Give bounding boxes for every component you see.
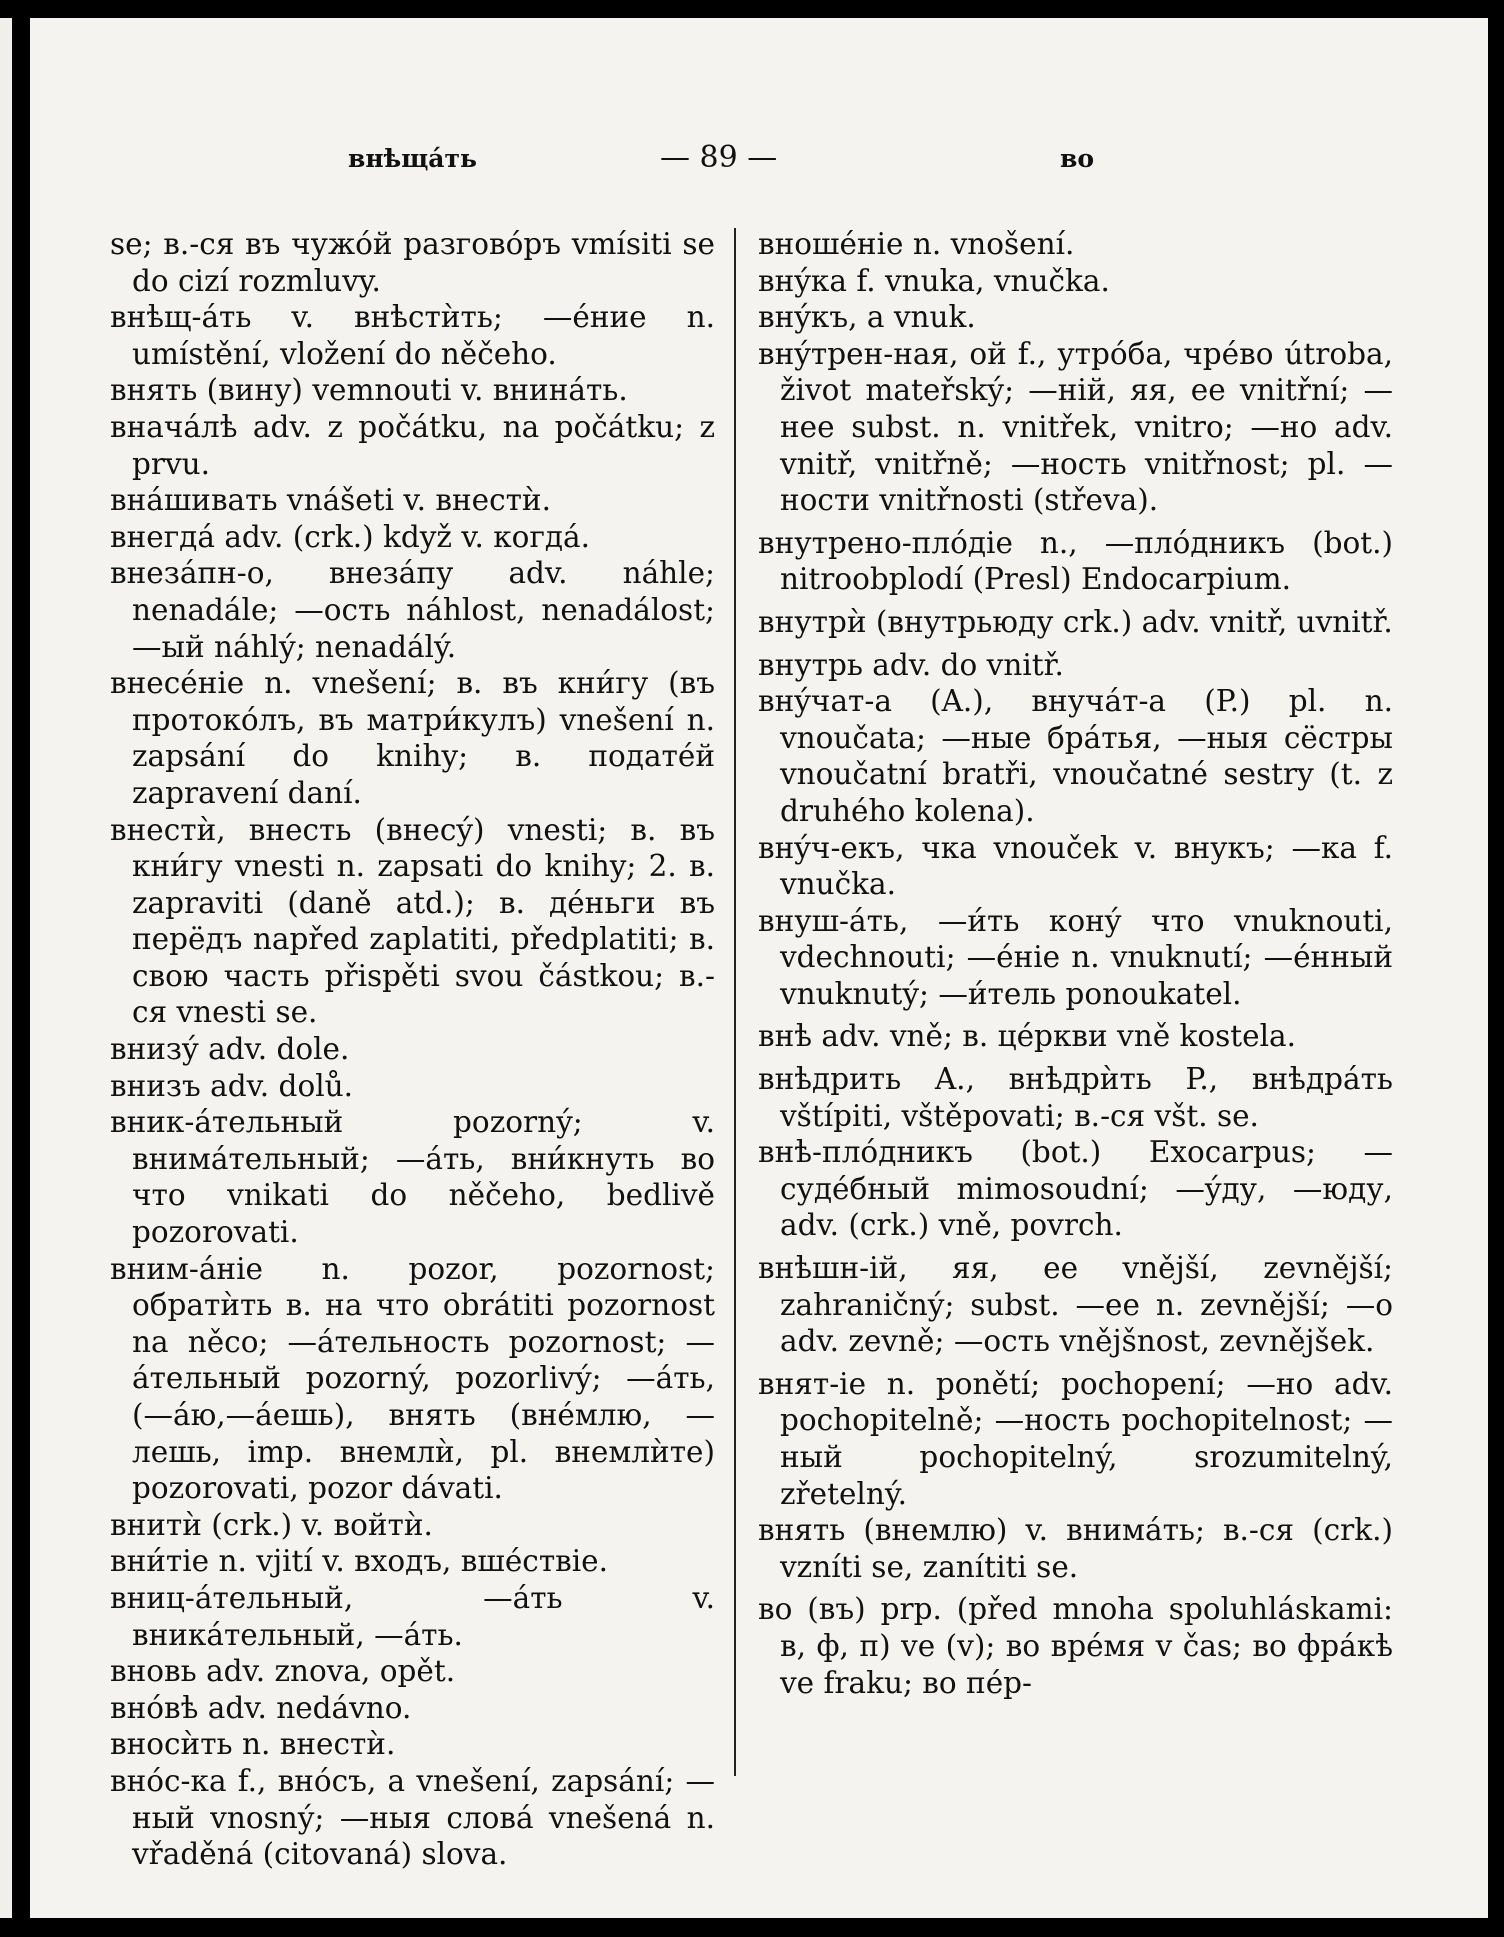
dictionary-entry: внизý adv. dole. [110,1032,350,1067]
header-left-guideword: внѣщáть [348,144,477,173]
dictionary-entry: внезáпн-о, внезáпу adv. náhle; nenadále; —ость náhlost, nenadálost; —ый náhlý; nenadálý. [110,556,715,664]
dictionary-entry: внесéніе n. vnešení; в. въ кни́гу (въ протокóлъ, въ матри́кулъ) vnešení n. zapsání do knihy; в. податéй zapravení daní. [110,666,715,810]
dictionary-entry: вносѝть n. внестѝ. [110,1727,396,1762]
dictionary-entry: внитѝ (crk.) v. войтѝ. [110,1507,433,1542]
dictionary-entry: вновь adv. znova, opět. [110,1654,456,1689]
dictionary-entry: внять (вину) vemnouti v. внинáть. [110,373,628,408]
dictionary-entry: внят-іе n. ponětí; pochopení; —но adv. pochopitelně; —ность pochopitelnost; —ный pochopitelný, srozumitelný, zřetelný. [758,1366,1393,1511]
dictionary-entry: внутрѝ (внутрьюду crk.) adv. vnitř, uvnitř. [758,604,1393,639]
header-right-guideword: во [1060,144,1095,173]
dictionary-entry: внуш-áть, —и́ть конý что vnuknouti, vdechnouti; —éніе n. vnuknutí; —éнный vnuknutý; —и́тель ponoukatel. [758,903,1393,1011]
dictionary-entry: внутрь adv. do vnitř. [758,647,1064,682]
dictionary-entry: вначáлѣ adv. z počátku, na počátku; z prvu. [110,409,715,481]
dictionary-entry: внутрено-плóдіе n., —плóдникъ (bot.) nitroobplodí (Presl) Endocarpium. [758,525,1393,597]
page-number: — 89 — [660,140,778,175]
dictionary-entry: внестѝ, внесть (внесý) vnesti; в. въ кни́гу vnesti n. zapsati do knihy; 2. в. zapraviti (daně atd.); в. дéньги въ перёдъ napřed zaplatiti, předplatiti; в. свою часть přispěti svou částkou; в.-ся vnesti se. [110,812,715,1030]
dictionary-entry: внáшивать vnášeti v. внестѝ. [110,483,551,518]
dictionary-entry: вни́тіе n. vjití v. входъ, вшéствіе. [110,1544,609,1579]
adjacent-page-edge [0,18,12,1918]
dictionary-entry: вниц-áтельный, —áть v. вникáтельный, —áть. [110,1580,715,1652]
dictionary-entry: вним-áніе n. pozor, pozornost; обратѝть в. на что obrátiti pozornost na něco; —áтельность pozornost; —áтельный pozorný, pozorlivý; —áть, (—áю,—áешь), внять (внéмлю, —лешь, imp. внемлѝ, pl. внемлѝте) pozorovati, pozor dávati. [110,1251,715,1506]
dictionary-entry: внýкъ, a vnuk. [758,300,976,335]
dictionary-entry: внóвѣ adv. nedávno. [110,1690,412,1725]
dictionary-page [30,18,1488,1918]
dictionary-entry: внизъ adv. dolů. [110,1068,354,1103]
dictionary-entry: внѣ adv. vně; в. цéркви vně kostela. [758,1019,1297,1054]
dictionary-entry: se; в.-ся въ чужóй разговóръ vmísiti se do cizí rozmluvy. [110,227,715,298]
dictionary-entry: внять (внемлю) v. внимáть; в.-ся (crk.) vzníti se, zanítiti se. [758,1513,1393,1584]
column-divider [734,228,736,1776]
dictionary-entry: вник-áтельный pozorný; v. внимáтельный; —áть, вни́кнуть во что vnikati do něčeho, bedlivě pozorovati. [110,1105,715,1250]
dictionary-entry: внýч-екъ, чка vnouček v. внукъ; —ка f. vnučka. [758,830,1393,902]
running-header [30,140,1488,184]
right-column [758,226,1393,1701]
dictionary-entry: внѣщ-áть v. внѣстѝть; —éние n. umístění, vložení do něčeho. [110,300,715,371]
left-column [110,226,715,1873]
dictionary-entry: внегдá adv. (crk.) když v. когдá. [110,519,591,554]
dictionary-entry: внѣ-плóдникъ (bot.) Exocarpus; —судéбный mimosoudní; —ýду, —юду, adv. (crk.) vně, povrch. [758,1135,1393,1243]
dictionary-entry: внóс-ка f., внóсъ, a vnešení, zapsání; —ный vnosný; —ныя словá vnešená n. vřaděná (citovaná) slova. [110,1763,715,1872]
dictionary-entry: во (въ) prp. (před mnoha spoluhláskami: в, ф, п) ve (v); во врéмя v čas; во фрáкѣ ve fraku; во пéр- [758,1592,1393,1700]
dictionary-entry: внѣдрить A., внѣдрѝть P., внѣдрáть vštípiti, vštěpovati; в.-ся všt. se. [758,1062,1393,1133]
dictionary-entry: внýчат-а (A.), внучáт-а (P.) pl. n. vnoučata; —ные брáтья, —ныя сёстры vnoučatní bratři, vnoučatné sestry (t. z druhého kolena). [758,684,1393,828]
dictionary-entry: вношéніе n. vnošení. [758,227,1075,261]
dictionary-entry: внýтрен-ная, ой f., утрóба, чрéво útroba, život mateřský; —ній, яя, ее vnitřní; —нее subst. n. vnitřek, vnitro; —но adv. vnitř, vnitřně; —ность vnitřnost; pl. —ности vnitřnosti (střeva). [758,336,1393,518]
dictionary-entry: внýка f. vnuka, vnučka. [758,263,1110,298]
dictionary-entry: внѣшн-ій, яя, ее vnější, zevnější; zahraničný; subst. —ее n. zevnější; —о adv. zevně; —ость vnějšnost, zevnějšek. [758,1251,1393,1359]
